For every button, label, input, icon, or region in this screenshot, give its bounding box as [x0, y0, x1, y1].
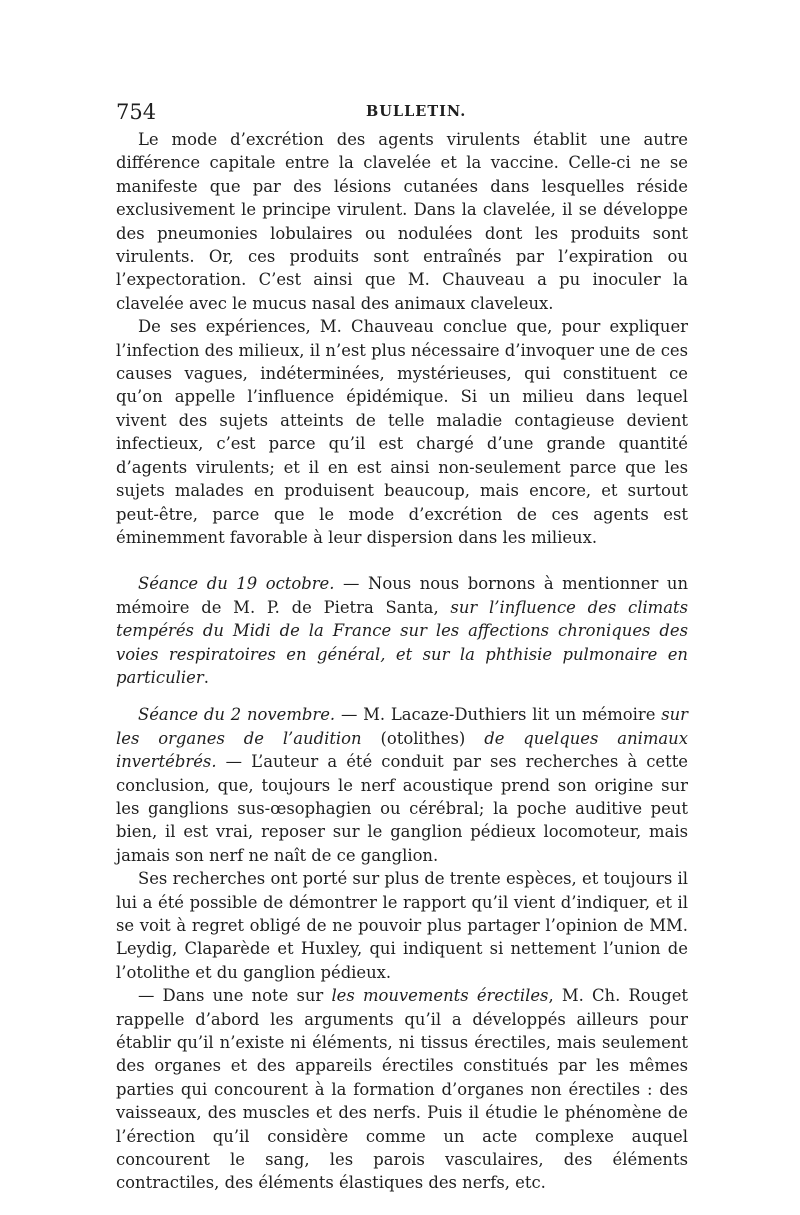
paragraph-rouget	[116, 984, 688, 1195]
seance-2nov-title-b: de quelques animaux invertébrés.	[116, 728, 688, 772]
document-page	[116, 100, 688, 1195]
seance-2nov-text-b: (otolithes)	[361, 728, 485, 748]
seance-2nov-text-c: — L’auteur a été conduit par ses recherches à cette conclusion, que, toujours le nerf acoustique prend son origine sur les ganglions sus-œsophagien ou cérébral; la poche auditive peut bien, il est vrai, reposer sur le ganglion pédieux locomoteur, mais jamais son nerf ne naît de ce ganglion.	[116, 752, 688, 865]
paragraph-seance-2-novembre	[116, 703, 688, 867]
seance-19-end: .	[203, 667, 209, 687]
rouget-text-b: , M. Ch. Rouget rappelle d’abord les arguments qu’il a développés ailleurs pour établir qu’il n’existe ni éléments, ni tissus érectiles, mais seulement des organes et des appareils érectiles constitués par les mêmes parties qui concourent à la formation d’organes non érectiles : des vaisseaux, des muscles et des nerfs. Puis il étudie le phénomène de l’érection qu’il considère comme un acte complexe auquel concourent le sang, les parois vasculaires, des éléments contractiles, des éléments élastiques des nerfs, etc.	[116, 986, 689, 1193]
rouget-note-title: les mouvements érectiles	[331, 986, 549, 1006]
seance-19-memoire-title: sur l’influence des climats tempérés du Midi de la France sur les affections chroniques des voies respiratoires en général, et sur la phthisie pulmonaire en particulier	[116, 597, 688, 687]
seance-19-text: — Nous nous bornons à mentionner un mémoire de M. P. de Pietra Santa,	[116, 574, 689, 617]
seance-date-2-novembre: Séance du 2 novembre.	[138, 705, 336, 725]
running-head	[116, 100, 688, 128]
paragraph-experiences: De ses expériences, M. Chauveau conclue que, pour expliquer l’infection des milieux, il n’est plus nécessaire d’invoquer une de ces causes vagues, indéterminées, mystérieuses, qui constituent ce qu’on appelle l’influence épidémique. Si un milieu dans lequel vivent des sujets atteints de telle maladie contagieuse devient infectieux, c’est parce qu’il est chargé d’une grande quantité d’agents virulents; et il en est ainsi non-seulement parce que les sujets malades en produisent beaucoup, mais encore, et surtout peut-être, parce que le mode d’excrétion de ces agents est éminemment favorable à leur dispersion dans les milieux.	[116, 317, 688, 547]
seance-date-19-octobre: Séance du 19 octobre.	[138, 574, 335, 594]
rouget-text-a: — Dans une note sur	[138, 986, 332, 1006]
seance-2nov-title-a: sur les organes de l’audition	[116, 705, 688, 748]
paragraph-recherches: Ses recherches ont porté sur plus de trente espèces, et toujours il lui a été possible de démontrer le rapport qu’il vient d’indiquer, et il se voit à regret obligé de ne pouvoir plus partager l’opinion de MM. Leydig, Claparède et Huxley, qui indiquent si nettement l’union de l’otolithe et du ganglion pédieux.	[116, 869, 688, 982]
page-number: 754	[116, 100, 157, 124]
paragraph-seance-19-octobre	[116, 572, 688, 689]
running-title: BULLETIN.	[366, 103, 467, 120]
paragraph-excretion: Le mode d’excrétion des agents virulents établit une autre différence capitale entre la clavelée et la vaccine. Celle-ci ne se manifeste que par des lésions cutanées dans lesquelles réside exclusivement le principe virulent. Dans la clavelée, il se développe des pneumonies lobulaires ou nodulées dont les produits sont virulents. Or, ces produits sont entraînés par l’expiration ou l’expectoration. C’est ainsi que M. Chauveau a pu inoculer la clavelée avec le mucus nasal des animaux claveleux.	[116, 130, 688, 313]
seance-2nov-text-a: — M. Lacaze-Duthiers lit un mémoire	[335, 705, 662, 725]
